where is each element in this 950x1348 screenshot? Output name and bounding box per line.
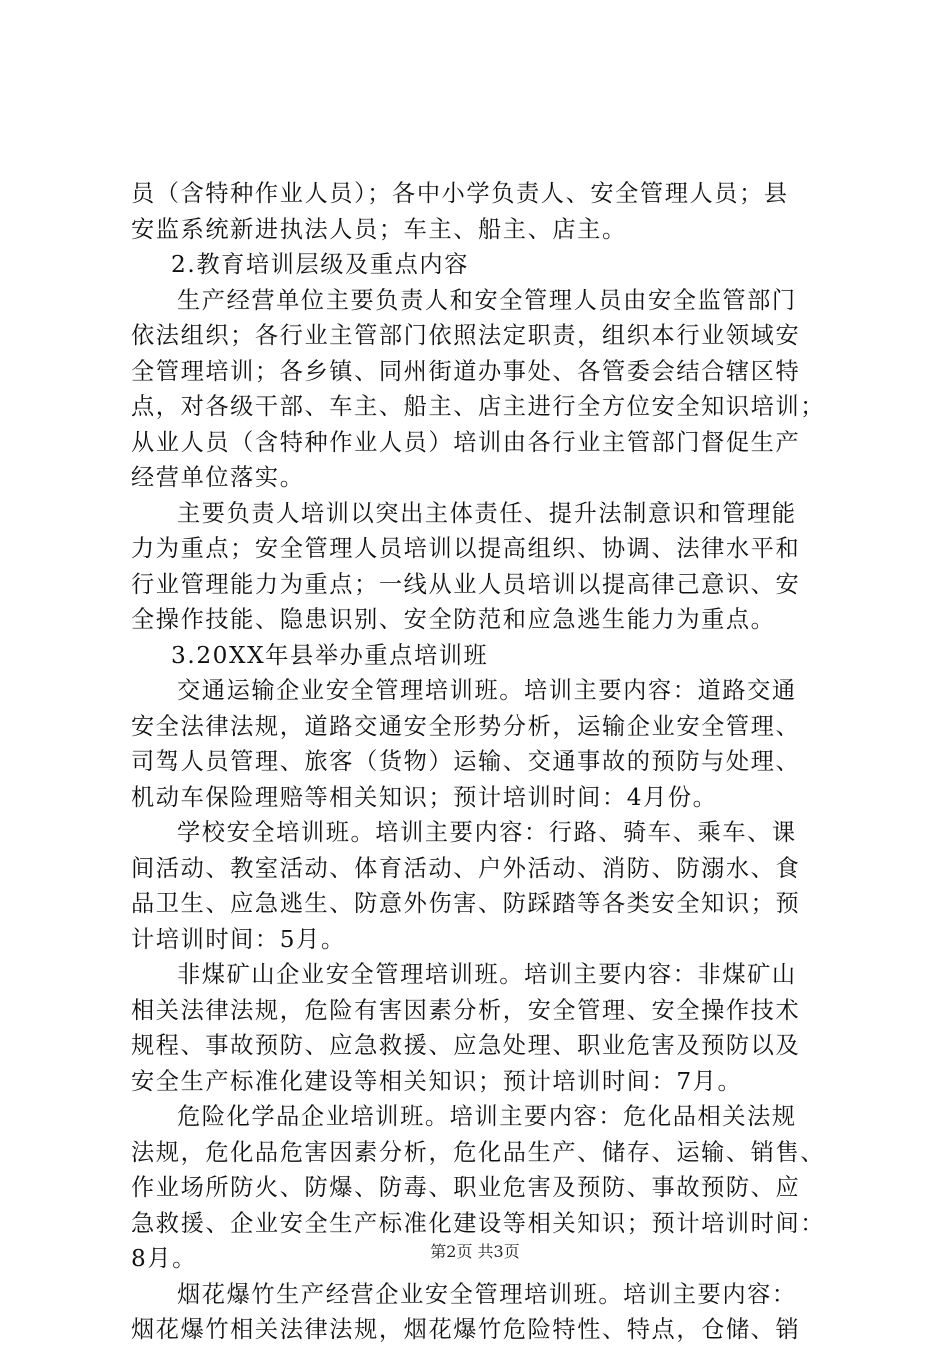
page-footer: 第2页 共3页	[430, 1242, 520, 1261]
text-line: 计培训时间：5月。	[131, 925, 346, 953]
text-line: 相关法律法规，危险有害因素分析，安全管理、安全操作技术	[131, 996, 801, 1024]
text-line: 学校安全培训班。培训主要内容：行路、骑车、乘车、课	[177, 819, 797, 846]
text-line: 行业管理能力为重点；一线从业人员培训以提高律己意识、安	[131, 570, 801, 598]
text-line: 烟花爆竹相关法律法规，烟花爆竹危险特性、特点，仓储、销	[131, 1316, 801, 1343]
text-line: 规程、事故预防、应急救援、应急处理、职业危害及预防以及	[131, 1032, 801, 1059]
text-line: 安监系统新进执法人员；车主、船主、店主。	[131, 215, 627, 243]
section-heading: 2.教育培训层级及重点内容	[171, 251, 469, 278]
text-line: 点，对各级干部、车主、船主、店主进行全方位安全知识培训；	[131, 393, 826, 420]
text-line: 烟花爆竹生产经营企业安全管理培训班。培训主要内容：	[177, 1280, 797, 1308]
text-line: 交通运输企业安全管理培训班。培训主要内容：道路交通	[177, 677, 797, 704]
text-line: 生产经营单位主要负责人和安全管理人员由安全监管部门	[177, 286, 797, 314]
text-line: 司驾人员管理、旅客（货物）运输、交通事故的预防与处理、	[131, 748, 801, 775]
text-line: 全操作技能、隐患识别、安全防范和应急逃生能力为重点。	[131, 606, 776, 633]
text-line: 机动车保险理赔等相关知识；预计培训时间：4月份。	[131, 783, 718, 811]
text-line: 急救援、企业安全生产标准化建设等相关知识；预计培训时间：	[131, 1209, 826, 1237]
text-line: 安全法律法规，道路交通安全形势分析，运输企业安全管理、	[131, 712, 801, 740]
text-line: 危险化学品企业培训班。培训主要内容：危化品相关法规	[177, 1103, 797, 1130]
text-line: 依法组织；各行业主管部门依照法定职责，组织本行业领域安	[131, 322, 801, 349]
text-line: 从业人员（含特种作业人员）培训由各行业主管部门督促生产	[131, 428, 801, 456]
text-line: 力为重点；安全管理人员培训以提高组织、协调、法律水平和	[131, 535, 801, 562]
text-line: 全管理培训；各乡镇、同州街道办事处、各管委会结合辖区特	[131, 357, 801, 385]
section-heading: 3.20XX年县举办重点培训班	[171, 641, 489, 669]
text-line: 作业场所防火、防爆、防毒、职业危害及预防、事故预防、应	[131, 1174, 801, 1201]
text-line: 主要负责人培训以突出主体责任、提升法制意识和管理能	[177, 499, 797, 527]
text-line: 间活动、教室活动、体育活动、户外活动、消防、防溺水、食	[131, 854, 801, 882]
text-line: 非煤矿山企业安全管理培训班。培训主要内容：非煤矿山	[177, 961, 797, 988]
text-line: 安全生产标准化建设等相关知识；预计培训时间：7月。	[131, 1067, 743, 1095]
text-line: 员（含特种作业人员）；各中小学负责人、安全管理人员；县	[131, 180, 789, 207]
text-line: 法规，危化品危害因素分析，危化品生产、储存、运输、销售、	[131, 1138, 826, 1166]
text-line: 经营单位落实。	[131, 464, 305, 491]
text-line: 品卫生、应急逃生、防意外伤害、防踩踏等各类安全知识；预	[131, 890, 801, 917]
document-body	[131, 176, 831, 1348]
text-line: 8月。	[131, 1245, 197, 1272]
